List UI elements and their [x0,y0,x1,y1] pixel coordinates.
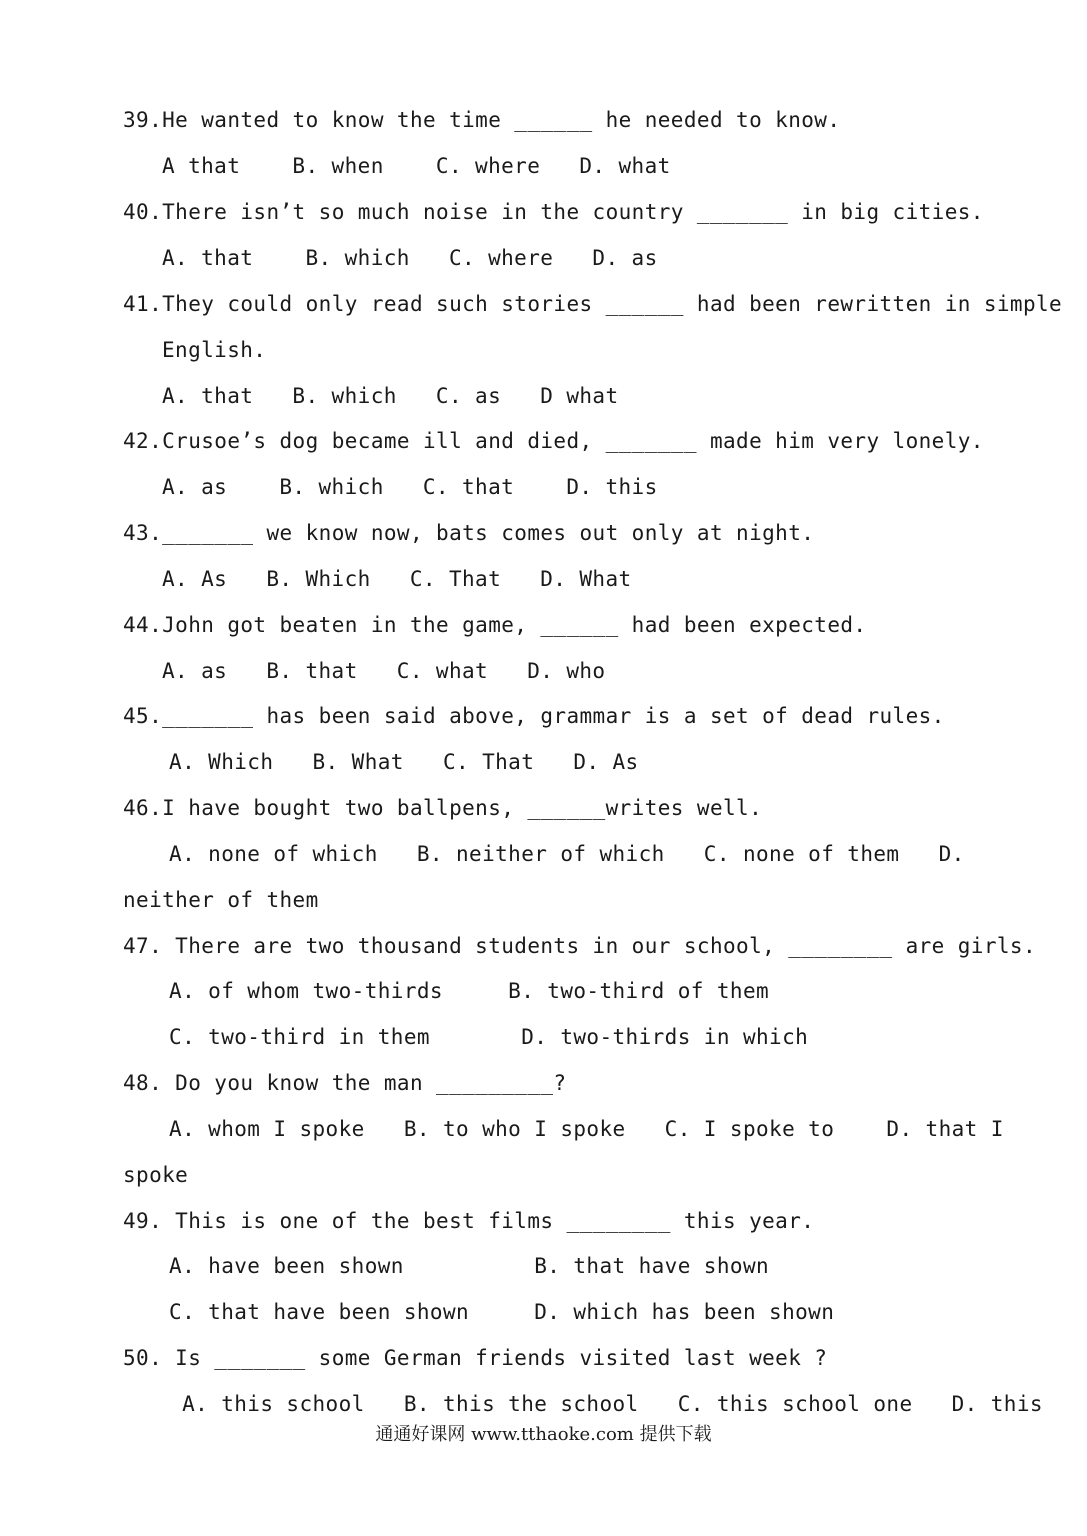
question-50-stem: 50. Is _______ some German friends visited last week ? [123,1346,828,1370]
question-42-stem: 42.Crusoe’s dog became ill and died, _______ made him very lonely. [123,429,984,453]
question-43-options: A. As B. Which C. That D. What [162,567,632,591]
question-45-options: A. Which B. What C. That D. As [156,750,639,774]
question-39-stem: 39.He wanted to know the time ______ he needed to know. [123,108,841,132]
question-46-options: A. none of which B. neither of which C. none of them D. [156,842,965,866]
question-44-stem: 44.John got beaten in the game, ______ had been expected. [123,613,867,637]
question-50-options: A. this school B. this the school C. this school one D. this [156,1392,1043,1416]
question-46-stem: 46.I have bought two ballpens, ______writes well. [123,796,763,820]
question-46-options-continued: neither of them [123,888,319,912]
question-42-options: A. as B. which C. that D. this [162,475,658,499]
question-48-stem: 48. Do you know the man _________? [123,1071,567,1095]
question-40-options: A. that B. which C. where D. as [162,246,658,270]
question-49-stem: 49. This is one of the best films ________ this year. [123,1209,815,1233]
question-41-stem-continued: English. [162,338,267,362]
question-47-options-row-2: C. two-third in them D. two-thirds in which [156,1025,809,1049]
question-41-stem: 41.They could only read such stories ______ had been rewritten in simple [123,292,1063,316]
question-48-options: A. whom I spoke B. to who I spoke C. I spoke to D. that I [156,1117,1004,1141]
question-48-options-continued: spoke [123,1163,189,1187]
question-49-options-row-2: C. that have been shown D. which has been shown [156,1300,835,1324]
question-41-options: A. that B. which C. as D what [162,384,619,408]
question-39-options: A that B. when C. where D. what [162,154,671,178]
footer-watermark: 通通好课网 www.tthaoke.com 提供下载 [375,1424,712,1445]
question-44-options: A. as B. that C. what D. who [162,659,606,683]
question-45-stem: 45._______ has been said above, grammar is a set of dead rules. [123,704,945,728]
question-47-stem: 47. There are two thousand students in our school, ________ are girls. [123,934,1037,958]
question-47-options-row-1: A. of whom two-thirds B. two-third of them [156,979,770,1003]
question-43-stem: 43._______ we know now, bats comes out only at night. [123,521,815,545]
question-49-options-row-1: A. have been shown B. that have shown [156,1254,770,1278]
question-40-stem: 40.There isn’t so much noise in the country _______ in big cities. [123,200,984,224]
